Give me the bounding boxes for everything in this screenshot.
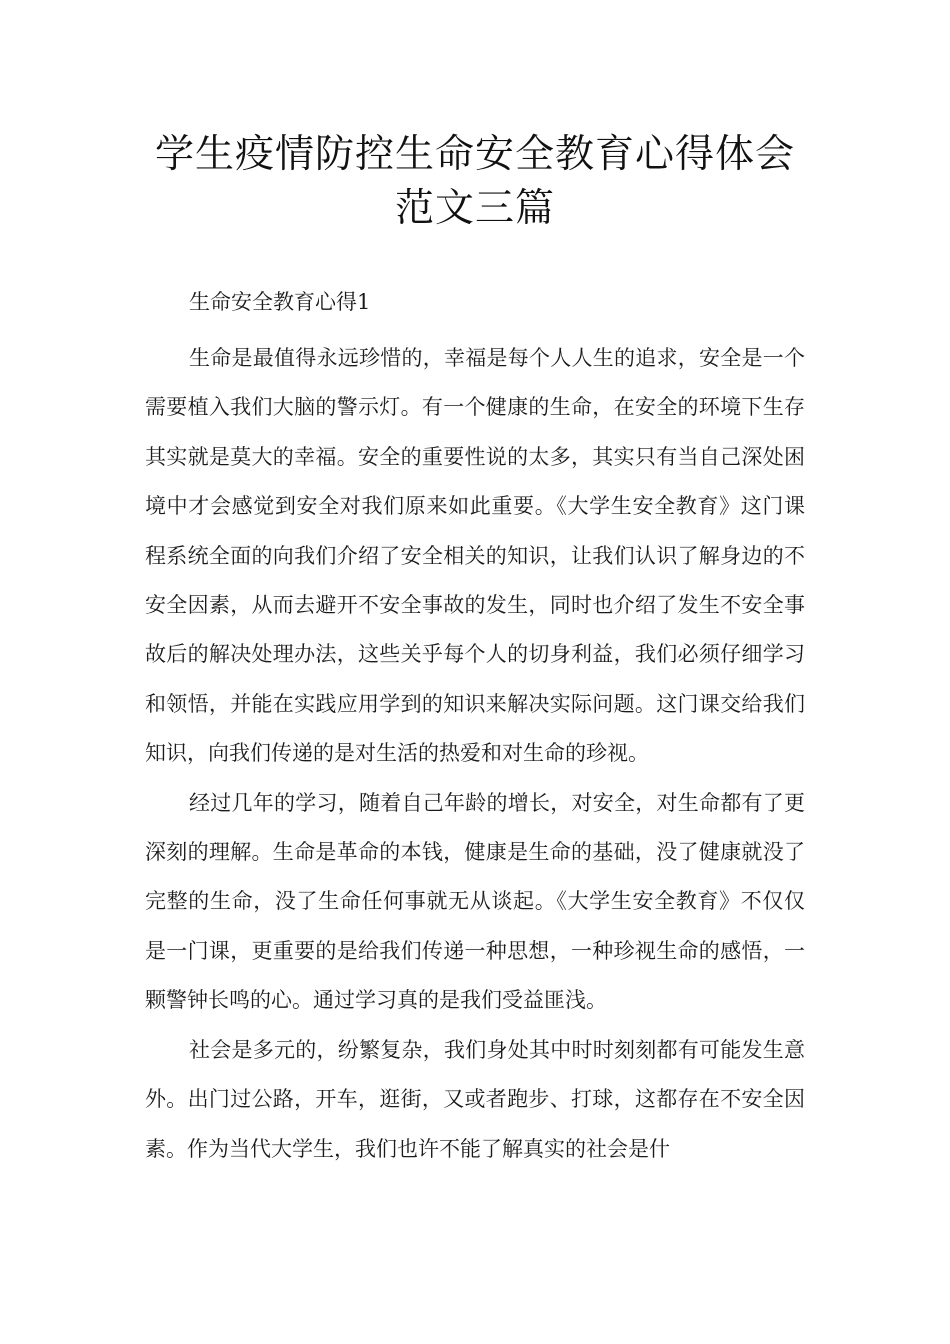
paragraph-1: 生命是最值得永远珍惜的，幸福是每个人人生的追求，安全是一个需要植入我们大脑的警示灯。有一个健康的生命，在安全的环境下生存其实就是莫大的幸福。安全的重要性说的太多，其实只有当自己深处困境中才会感觉到安全对我们原来如此重要。《大学生安全教育》这门课程系统全面的向我们介绍了安全相关的知识，让我们认识了解身边的不安全因素，从而去避开不安全事故的发生，同时也介绍了发生不安全事故后的解决处理办法，这些关乎每个人的切身利益，我们必须仔细学习和领悟，并能在实践应用学到的知识来解决实际问题。这门课交给我们知识，向我们传递的是对生活的热爱和对生命的珍视。 [145,346,805,766]
paragraph-3: 社会是多元的，纷繁复杂，我们身处其中时时刻刻都有可能发生意外。出门过公路，开车，逛街，又或者跑步、打球，这都存在不安全因素。作为当代大学生，我们也许不能了解真实的社会是什 [145,1037,805,1161]
document-title: 学生疫情防控生命安全教育心得体会范文三篇 [154,132,795,231]
document-body [145,284,805,1174]
paragraph-2: 经过几年的学习，随着自己年龄的增长，对安全，对生命都有了更深刻的理解。生命是革命的本钱，健康是生命的基础，没了健康就没了完整的生命，没了生命任何事就无从谈起。《大学生安全教育》不仅仅是一门课，更重要的是给我们传递一种思想，一种珍视生命的感悟，一颗警钟长鸣的心。通过学习真的是我们受益匪浅。 [145,790,805,1013]
section-heading: 生命安全教育心得1 [189,290,371,314]
